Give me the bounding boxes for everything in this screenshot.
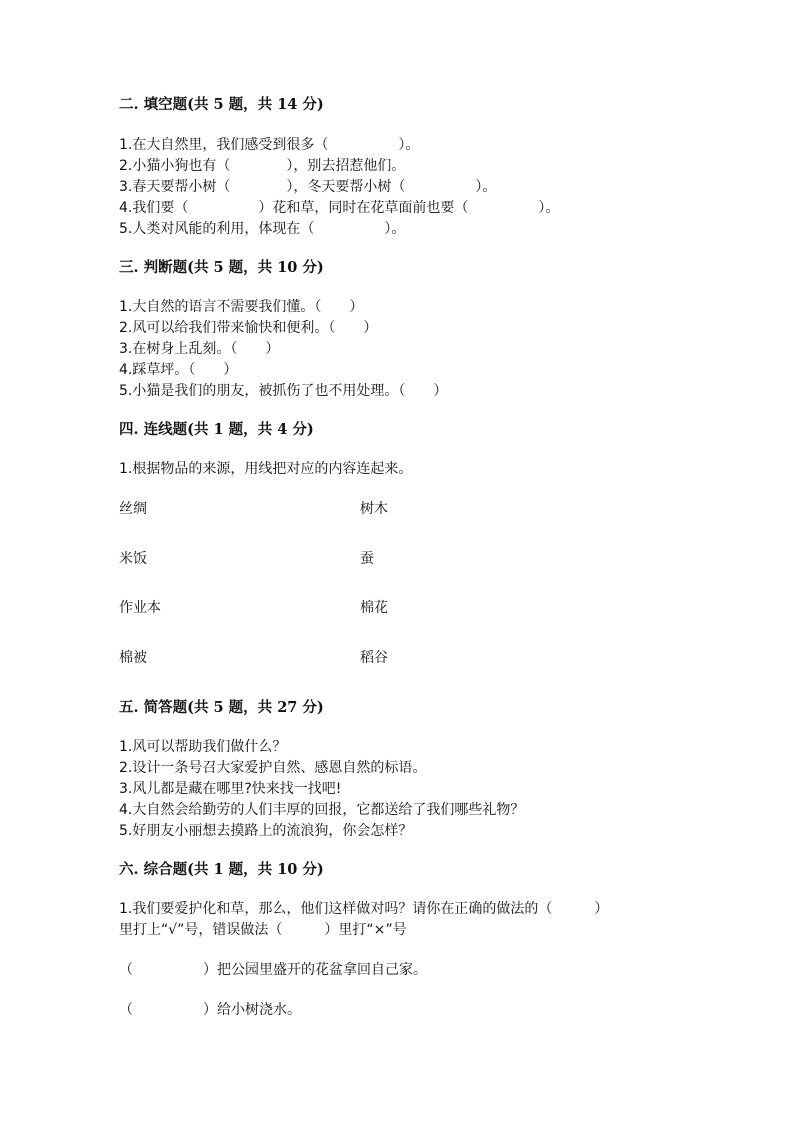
fill-question-1: 1.在大自然里，我们感受到很多（ ）。 (119, 137, 420, 153)
judge-question-1: 1.大自然的语言不需要我们懂。（ ） (119, 299, 364, 315)
match-left-item: 丝绸 (119, 501, 147, 517)
match-left-item: 棉被 (119, 650, 147, 666)
judge-question-4: 4.踩草坪。（ ） (119, 362, 238, 378)
fill-question-4: 4.我们要（ ）花和草，同时在花草面前也要（ ）。 (119, 200, 560, 216)
short-question-4: 4.大自然会给勤劳的人们丰厚的回报，它都送给了我们哪些礼物？ (119, 802, 525, 818)
short-question-5: 5.好朋友小丽想去摸路上的流浪狗，你会怎样？ (119, 823, 413, 839)
short-question-1: 1.风可以帮助我们做什么？ (119, 739, 287, 755)
section-title-short: 五. 简答题(共 5 题，共 27 分) (119, 699, 324, 716)
match-left-item: 作业本 (119, 600, 161, 616)
section-title-fill: 二. 填空题(共 5 题，共 14 分) (119, 96, 324, 113)
section-title-match: 四. 连线题(共 1 题，共 4 分) (119, 421, 314, 438)
judge-question-5: 5.小猫是我们的朋友，被抓伤了也不用处理。（ ） (119, 383, 448, 399)
fill-question-3: 3.春天要帮小树（ ），冬天要帮小树（ ）。 (119, 179, 497, 195)
short-question-2: 2.设计一条号召大家爱护自然、感恩自然的标语。 (119, 760, 427, 776)
comp-prompt-line2: 里打上“√”号，错误做法（ ）里打“×”号 (119, 922, 407, 938)
comp-option-2: （ ）给小树浇水。 (119, 1002, 301, 1018)
match-right-item: 树木 (360, 501, 388, 517)
match-right-item: 稻谷 (360, 650, 388, 666)
match-right-item: 蚕 (360, 551, 374, 567)
fill-question-2: 2.小猫小狗也有（ ），别去招惹他们。 (119, 158, 406, 174)
fill-question-5: 5.人类对风能的利用，体现在（ ）。 (119, 221, 406, 237)
match-left-item: 米饭 (119, 551, 147, 567)
comp-option-1: （ ）把公园里盛开的花盆拿回自己家。 (119, 962, 427, 978)
match-prompt: 1.根据物品的来源，用线把对应的内容连起来。 (119, 461, 413, 477)
short-question-3: 3.风儿都是藏在哪里?快来找一找吧! (119, 781, 342, 797)
judge-question-3: 3.在树身上乱刻。（ ） (119, 341, 280, 357)
section-title-comp: 六. 综合题(共 1 题，共 10 分) (119, 861, 324, 878)
match-right-item: 棉花 (360, 600, 388, 616)
judge-question-2: 2.风可以给我们带来愉快和便利。（ ） (119, 320, 378, 336)
section-title-judge: 三. 判断题(共 5 题，共 10 分) (119, 259, 324, 276)
comp-prompt-line1: 1.我们要爱护化和草，那么，他们这样做对吗？请你在正确的做法的（ ） (119, 901, 609, 917)
